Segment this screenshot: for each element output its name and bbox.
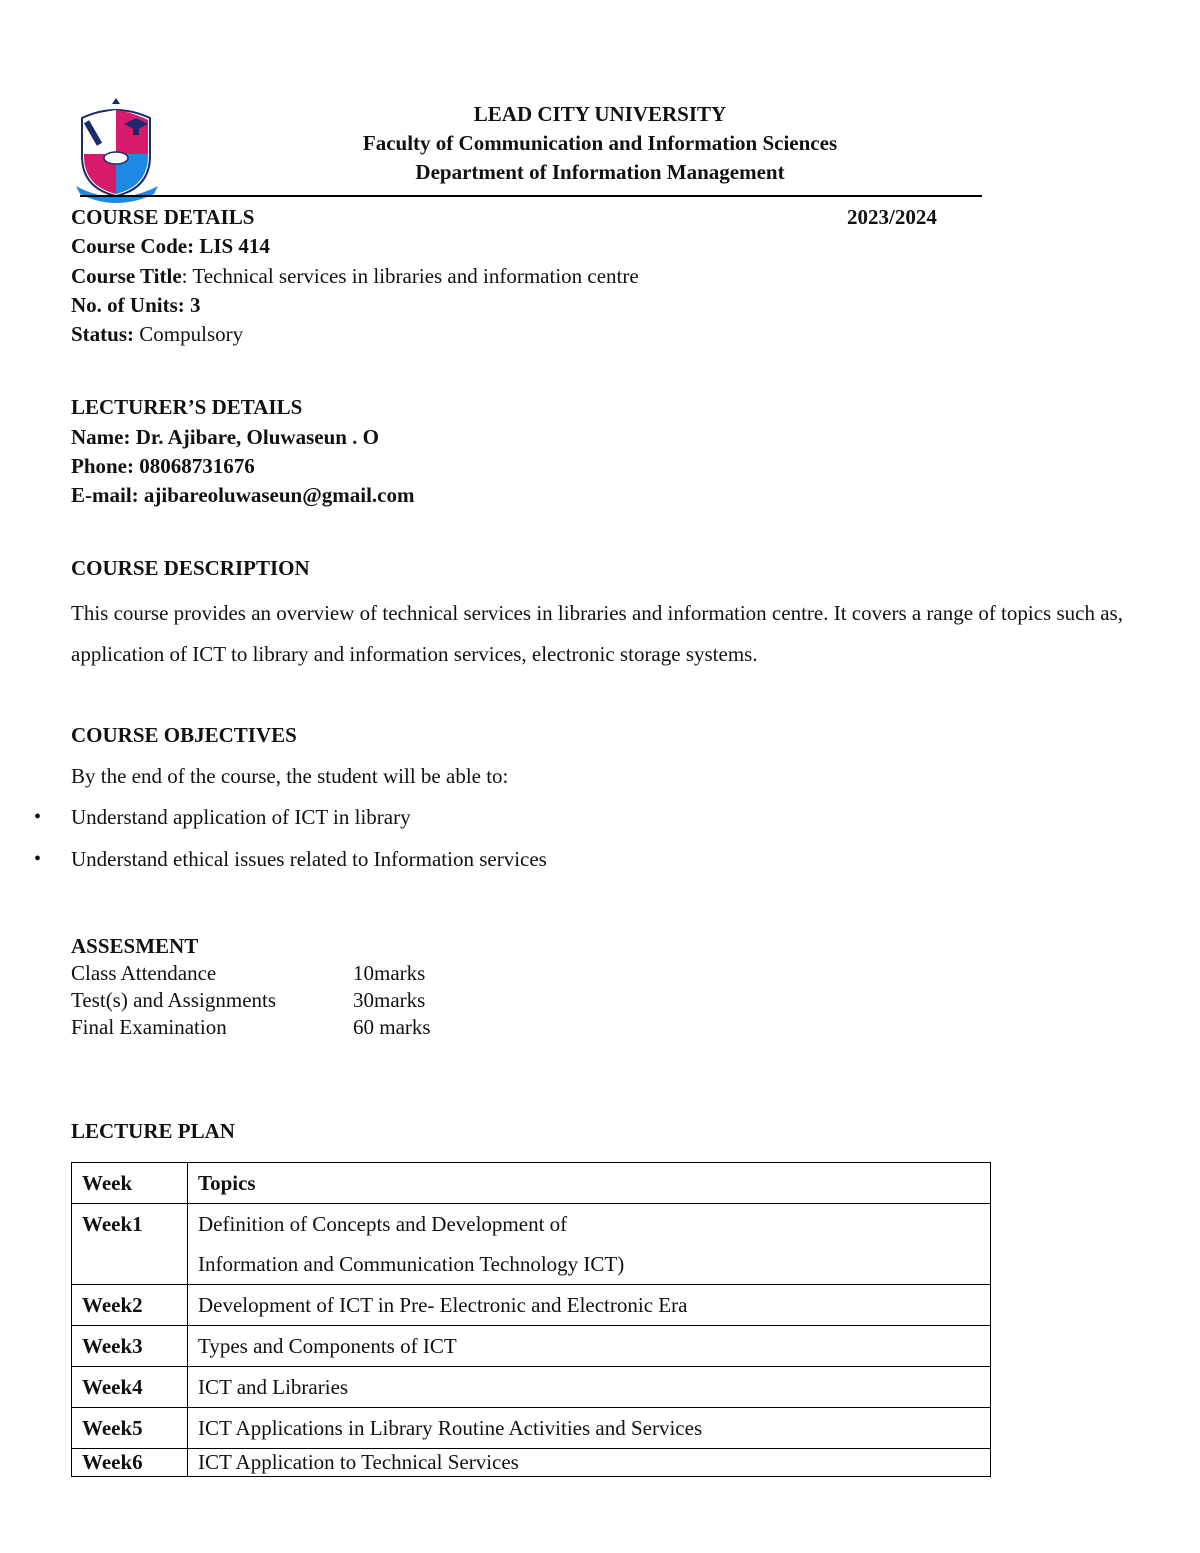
course-status-label: Status: — [71, 322, 135, 346]
course-status-value: Compulsory — [134, 322, 244, 346]
week-column-header: Week — [72, 1163, 188, 1204]
lecturer-name: Name: Dr. Ajibare, Oluwaseun . O — [71, 425, 380, 449]
lecture-plan-table — [71, 1162, 991, 1477]
university-crest-logo — [72, 96, 162, 204]
course-code-label: Course Code — [71, 234, 188, 258]
lecture-plan-heading: LECTURE PLAN — [71, 1119, 235, 1143]
assessment-label: Class Attendance — [71, 961, 217, 985]
topic-cell: Types and Components of ICT — [188, 1326, 991, 1367]
lecturer-email: E-mail: ajibareoluwaseun@gmail.com — [71, 483, 415, 507]
academic-session: 2023/2024 — [847, 205, 937, 229]
bullet-icon: • — [34, 848, 42, 870]
assessment-marks: 30marks — [353, 988, 426, 1012]
assessment-label: Final Examination — [71, 1015, 227, 1039]
topic-cell: ICT Applications in Library Routine Activities and Services — [188, 1408, 991, 1449]
course-title — [71, 262, 639, 291]
course-title-label: Course Title — [71, 264, 182, 288]
table-row — [72, 1326, 991, 1367]
course-status — [71, 320, 243, 349]
week-cell: Week5 — [72, 1408, 188, 1449]
table-row — [72, 1204, 991, 1285]
assessment-marks: 10marks — [353, 961, 426, 985]
week-cell: Week3 — [72, 1326, 188, 1367]
assessment-row — [71, 960, 426, 987]
topic-line: Information and Communication Technology ICT) — [198, 1252, 625, 1276]
table-row — [72, 1408, 991, 1449]
table-row — [72, 1367, 991, 1408]
assessment-heading: ASSESMENT — [71, 934, 199, 958]
course-title-value: : Technical services in libraries and information centre — [181, 264, 639, 288]
week-cell: Week1 — [72, 1204, 188, 1285]
assessment-row — [71, 1014, 431, 1041]
topic-cell: ICT and Libraries — [188, 1367, 991, 1408]
course-objectives-heading: COURSE OBJECTIVES — [71, 723, 297, 747]
topic-cell: Development of ICT in Pre- Electronic and Electronic Era — [188, 1285, 991, 1326]
course-code — [71, 232, 270, 261]
course-code-value: : LIS 414 — [187, 234, 270, 258]
topics-column-header: Topics — [188, 1163, 991, 1204]
table-row — [72, 1285, 991, 1326]
week-cell: Week4 — [72, 1367, 188, 1408]
table-row — [72, 1449, 991, 1477]
objectives-intro: By the end of the course, the student will be able to: — [71, 764, 509, 788]
department-name: Department of Information Management — [415, 160, 785, 184]
course-details-heading: COURSE DETAILS — [71, 205, 255, 229]
week-cell: Week2 — [72, 1285, 188, 1326]
topic-cell — [188, 1204, 991, 1285]
topic-line: Definition of Concepts and Development of — [198, 1212, 568, 1236]
course-description-text: This course provides an overview of technical services in libraries and information centre. It covers a range of topics such as, application of ICT to library and information services, electronic storage systems. — [71, 601, 1123, 666]
course-description-heading: COURSE DESCRIPTION — [71, 556, 310, 580]
header-divider — [80, 195, 982, 197]
topic-cell: ICT Application to Technical Services — [188, 1449, 991, 1477]
assessment-label: Test(s) and Assignments — [71, 988, 277, 1012]
objective-item: Understand ethical issues related to Information services — [71, 847, 547, 871]
assessment-row — [71, 987, 426, 1014]
lecturer-phone: Phone: 08068731676 — [71, 454, 255, 478]
course-units: No. of Units: 3 — [71, 293, 201, 317]
bullet-icon: • — [34, 806, 42, 828]
objective-item: Understand application of ICT in library — [71, 805, 411, 829]
faculty-name: Faculty of Communication and Information Sciences — [362, 131, 838, 155]
university-name: LEAD CITY UNIVERSITY — [473, 102, 727, 126]
week-cell: Week6 — [72, 1449, 188, 1477]
table-header-row — [72, 1163, 991, 1204]
assessment-marks: 60 marks — [353, 1015, 431, 1039]
lecturer-details-heading: LECTURER’S DETAILS — [71, 395, 303, 419]
